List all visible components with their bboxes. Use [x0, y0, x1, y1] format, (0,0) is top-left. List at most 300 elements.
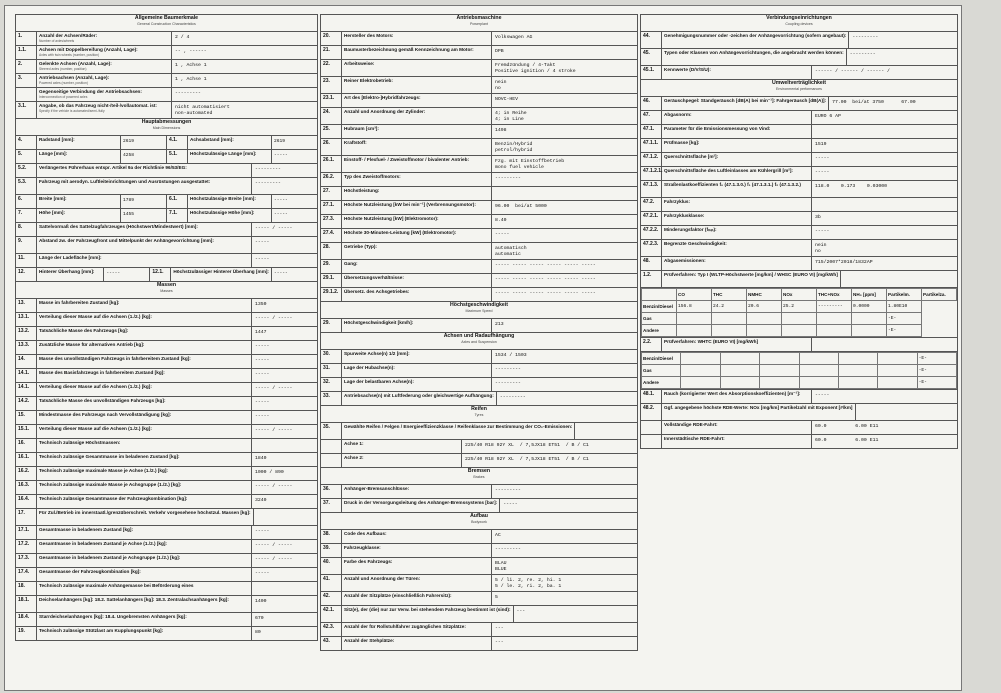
- field-label-text: Höchstzulässiger Hinterer Überhang [mm]:: [173, 269, 269, 274]
- field-number: 27.: [321, 187, 342, 200]
- field-number: 16.2.: [16, 467, 37, 480]
- field-label-text: Querschnittsfläche [m²]:: [664, 154, 719, 159]
- field-label-text: Fahrzeugklasse:: [344, 545, 381, 550]
- section-header: [320, 405, 638, 422]
- field-row: [640, 197, 958, 211]
- field-label-text: Technisch zulässige Stützlast am Kupplungspunkt [kg]:: [39, 628, 164, 633]
- field-label-text: Gesamtmasse in beladenem Zustand je Achsgruppe (1./2.) [kg]:: [39, 555, 181, 560]
- field-row: [320, 214, 638, 228]
- section-title: Reifen: [471, 406, 487, 412]
- field-row: [15, 222, 318, 236]
- field-label-text: Fahrzyklusklasse:: [664, 213, 705, 218]
- field-row: [320, 31, 638, 45]
- section-subtitle: Environmental performances: [776, 87, 822, 91]
- emission-cell: [878, 365, 917, 377]
- field-value: Fremdzündung / 4-Takt Positive ignition / 4 stroke: [491, 60, 637, 76]
- section-subtitle: Tyres: [474, 413, 484, 417]
- field-label-text: Anzahl der Stehplätze:: [344, 638, 395, 643]
- field-label: [37, 32, 171, 45]
- field-value: 77.00 bei/at 3750 67.00: [828, 97, 974, 110]
- section-header: [15, 281, 318, 298]
- field-label: [37, 195, 120, 208]
- field-label-text: Prüfmasse [kg]:: [664, 140, 700, 145]
- field-label: [188, 209, 271, 222]
- emission-cell: 20.6: [747, 301, 782, 313]
- field-label: [342, 319, 491, 332]
- field-value: -----: [811, 390, 957, 403]
- emission-cell: [720, 365, 759, 377]
- field-row: [320, 318, 638, 332]
- field-label-text: Gegenseitige Verbindung der Antriebsachsen:: [39, 89, 142, 94]
- section-title: Umweltverträglichkeit: [772, 80, 826, 86]
- field-row: [320, 349, 638, 363]
- field-label-text: Gesamtmasse in beladenem Zustand [kg]:: [39, 527, 134, 532]
- field-label: [37, 627, 251, 640]
- field-number: 47.: [641, 111, 662, 124]
- field-number: 15.1.: [16, 425, 37, 438]
- emission-cell: [878, 377, 917, 389]
- field-row: [640, 48, 958, 65]
- field-number: 29.1.: [321, 274, 342, 287]
- field-label: [342, 454, 461, 467]
- field-label-translation: Interconnection of powered axles: [39, 95, 88, 99]
- field-number: 47.2.2.: [641, 226, 662, 239]
- field-value: -----: [103, 268, 149, 281]
- field-half: [167, 209, 317, 222]
- field-label: [342, 243, 491, 259]
- field-label-text: Gewählte Reifen / Felgen / Energieeffizienzklasse / Reifenklasse zur Bestimmung der CO₂-Emissionen:: [344, 424, 573, 429]
- field-label-text: Für Zul./Betrieb im innerstaatl./grenzüberschreit. Verkehr vorgesehene höchstzul. Massen [kg]:: [39, 510, 251, 515]
- emission-row: [642, 365, 957, 377]
- field-value: nein no: [811, 240, 957, 256]
- field-label-text: Spurweite Achse(n) 1/2 [mm]:: [344, 351, 410, 356]
- field-row: [320, 259, 638, 273]
- emission-row: [642, 313, 957, 325]
- field-label-text: Gesamtmasse in beladenem Zustand je Achse (1./2.) [kg]:: [39, 541, 167, 546]
- field-label-text: Länge [mm]:: [39, 151, 68, 156]
- field-row: [320, 484, 638, 498]
- field-label: [188, 195, 271, 208]
- field-value: BLAU BLUE: [491, 558, 637, 574]
- field-label: [342, 544, 491, 557]
- field-label: [37, 313, 251, 326]
- section-title: Hauptabmessungen: [141, 119, 192, 125]
- field-label-text: Achse 2:: [344, 455, 364, 460]
- field-row: [320, 377, 638, 391]
- field-value: ----- ----- ----- ----- ----- -----: [491, 274, 637, 287]
- field-number: 5.2.: [16, 164, 37, 177]
- field-label: [342, 378, 491, 391]
- emission-header-cell: NH₃ [ppm]: [852, 289, 887, 301]
- field-label: [342, 46, 491, 59]
- emission-table: [640, 351, 958, 389]
- field-label: [37, 102, 171, 118]
- field-label-text: Übersetz. des Achsgetriebes:: [344, 289, 410, 294]
- field-label: [342, 139, 491, 155]
- field-label-text: Gelenkte Achsen (Anzahl, Lage):: [39, 61, 112, 66]
- emission-cell: [838, 365, 877, 377]
- field-label: [37, 209, 120, 222]
- emission-cell: [782, 325, 817, 337]
- section-title: Aufbau: [470, 513, 488, 519]
- field-row: [15, 298, 318, 312]
- field-value: 2 / 4: [171, 32, 317, 45]
- field-row: [640, 138, 958, 152]
- field-row: [15, 208, 318, 222]
- field-value: 1 , Achse 1: [171, 60, 317, 73]
- field-row: [640, 256, 958, 270]
- field-label: [342, 364, 491, 377]
- field-row: [15, 494, 318, 508]
- emission-cell: [720, 377, 759, 389]
- field-value: 2619: [120, 136, 166, 149]
- field-label-text: Minderungsfaktor (fₘᵢₙ):: [664, 227, 717, 232]
- section-header: [320, 512, 638, 529]
- field-row: [15, 253, 318, 267]
- field-row: [15, 525, 318, 539]
- field-row: [320, 529, 638, 543]
- field-value: [251, 582, 317, 595]
- field-number: 12.1.: [150, 268, 171, 281]
- field-value: ----- / -----: [251, 425, 317, 438]
- field-label-text: Code des Aufbaus:: [344, 531, 387, 536]
- field-number: 1.1.: [16, 46, 37, 59]
- field-label: [37, 453, 251, 466]
- field-label-text: Prüfverfahren: WHTC (EURO VI) [mg/kWh]: [664, 339, 759, 344]
- field-number: 35.: [321, 423, 342, 439]
- field-label: [37, 223, 251, 236]
- field-label: [342, 260, 491, 273]
- field-row: [640, 270, 958, 287]
- field-label-text: Höhe [mm]:: [39, 210, 66, 215]
- field-label: [662, 167, 811, 180]
- field-row: [320, 228, 638, 242]
- field-label: [37, 60, 171, 73]
- field-number: 26.1.: [321, 156, 342, 172]
- field-label: [342, 558, 491, 574]
- field-number: 14.2.: [16, 397, 37, 410]
- emission-row: [642, 377, 957, 389]
- field-value: ---------: [491, 544, 637, 557]
- field-row: [320, 622, 638, 636]
- field-label: [342, 530, 491, 543]
- field-row: [320, 242, 638, 259]
- field-row: [15, 149, 318, 163]
- section-title: Massen: [156, 282, 177, 288]
- field-value: [855, 404, 1001, 420]
- field-number: 5.3.: [16, 178, 37, 194]
- field-number: 17.3.: [16, 554, 37, 567]
- field-row: [15, 354, 318, 368]
- emission-cell: 25.2: [782, 301, 817, 313]
- field-row: [15, 135, 318, 149]
- field-label-translation: Axles with twin wheels (number, position): [39, 53, 100, 57]
- field-value: [253, 509, 319, 525]
- field-label-text: Technisch zulässige maximale Masse je Achsgruppe (1./2.) [kg]:: [39, 482, 182, 487]
- field-row: [640, 239, 958, 256]
- field-number: 22.: [321, 60, 342, 76]
- field-number: 45.1.: [641, 66, 662, 79]
- field-number: 13.1.: [16, 313, 37, 326]
- field-half: [167, 150, 317, 163]
- field-label-text: Anzahl der für Rollstuhlfahrer zugänglichen Sitzplätze:: [344, 624, 466, 629]
- field-row: [15, 177, 318, 194]
- field-label-text: Kraftstoff:: [344, 140, 367, 145]
- field-label-text: Getriebe (Typ):: [344, 244, 377, 249]
- field-value: 1400: [251, 596, 317, 612]
- field-label: [662, 153, 811, 166]
- field-label-text: Sattelvormaß des Sattelzugfahrzeuges (Höchstwert/Mindestwert) [mm]:: [39, 224, 198, 229]
- field-label-text: Mindestmasse des Fahrzeugs nach Vervollständigung [kg]:: [39, 412, 172, 417]
- field-label: [342, 156, 491, 172]
- field-row: [320, 543, 638, 557]
- field-number: 29.: [321, 319, 342, 332]
- field-half: [16, 136, 167, 149]
- field-number: 47.1.2.: [641, 153, 662, 166]
- field-value: ---------: [171, 88, 317, 101]
- field-number: 21.: [321, 46, 342, 59]
- field-label-text: Arbeitsweise:: [344, 61, 375, 66]
- field-half: [16, 209, 167, 222]
- field-value: ---------: [491, 485, 637, 498]
- field-row: [15, 553, 318, 567]
- field-row: [640, 403, 958, 420]
- field-number: [16, 88, 37, 101]
- field-label-text: Straßenlastkoeffizienten f₀ (47.1.3.0.) f₁ (47.1.3.1.) f₂ (47.1.3.2.): [664, 182, 801, 187]
- field-number: 16.1.: [16, 453, 37, 466]
- field-row: [320, 59, 638, 76]
- field-number: 3.: [16, 74, 37, 87]
- field-label: [37, 540, 251, 553]
- field-value: ---------: [846, 49, 992, 65]
- field-value: 670: [251, 613, 317, 626]
- field-label-text: Höchste Nutzleistung [kW] (Elektromotor):: [344, 216, 439, 221]
- emission-cell: [799, 377, 838, 389]
- emission-cell: [838, 377, 877, 389]
- field-label-text: Tatsächliche Masse des Fahrzeugs [kg]:: [39, 328, 129, 333]
- field-value: -----: [499, 499, 645, 512]
- field-row: [320, 45, 638, 59]
- field-number: 18.: [16, 582, 37, 595]
- field-label-text: Hinterer Überhang [mm]:: [39, 269, 95, 274]
- field-label: [342, 350, 491, 363]
- emission-cell: -E-: [887, 313, 922, 325]
- field-value: 1534 / 1503: [491, 350, 637, 363]
- field-half: [16, 195, 167, 208]
- emission-cell: [760, 377, 799, 389]
- emission-cell: [747, 325, 782, 337]
- field-value: ---------: [491, 364, 637, 377]
- field-number: 1.2.: [641, 271, 662, 287]
- emission-header-cell: NMHC: [747, 289, 782, 301]
- field-label: [37, 481, 251, 494]
- field-label-text: Höchstzulässige Höhe [mm]:: [190, 210, 255, 215]
- emission-cell: Andere: [642, 377, 681, 389]
- field-value: [251, 439, 317, 452]
- field-row: [320, 453, 638, 467]
- field-label-text: Achsabstand [mm]:: [190, 137, 234, 142]
- field-value: -----: [251, 355, 317, 368]
- field-row: [640, 337, 958, 351]
- field-row: [320, 138, 638, 155]
- field-label-text: Technisch zulässige maximale Masse je Achse (1./2.) [kg]:: [39, 468, 168, 473]
- field-number: 6.: [16, 195, 37, 208]
- field-number: 2.: [16, 60, 37, 73]
- emission-cell: Andere: [642, 325, 677, 337]
- emission-cell: -E-: [887, 325, 922, 337]
- field-label: [37, 439, 251, 452]
- emission-header-row: [642, 289, 957, 301]
- section-header: [640, 79, 958, 96]
- field-number: 43.: [321, 637, 342, 650]
- field-label: [662, 257, 811, 270]
- field-row: [15, 452, 318, 466]
- field-number: 18.1.: [16, 596, 37, 612]
- field-number: 7.1.: [167, 209, 188, 222]
- field-number: 13.2.: [16, 327, 37, 340]
- field-number: 24.: [321, 108, 342, 124]
- field-label: [342, 187, 491, 200]
- field-value: Benzin/Hybrid petrol/hybrid: [491, 139, 637, 155]
- emission-cell: [878, 353, 917, 365]
- field-number: 48.: [641, 257, 662, 270]
- section-subtitle: Bodywork: [471, 520, 487, 524]
- field-label: [37, 164, 251, 177]
- field-value: 1498: [491, 125, 637, 138]
- field-number: 25.: [321, 125, 342, 138]
- field-row: [15, 87, 318, 101]
- section-subtitle: Axles and Suspension: [461, 340, 497, 344]
- field-label-text: Höchste 30-Minuten-Leistung [kW] (Elektromotor):: [344, 230, 457, 235]
- field-label-text: Fahrzeug mit aerodyn. Luftleiteinrichtungen und Ausrüstungen ausgestattet:: [39, 179, 211, 184]
- field-number: 5.: [16, 150, 37, 163]
- field-label: [37, 327, 251, 340]
- field-row: [15, 73, 318, 87]
- section-subtitle: Main Dimensions: [152, 126, 181, 130]
- field-value: ----- / -----: [251, 383, 317, 396]
- section-header: [320, 301, 638, 318]
- field-label-text: Höchstzulässige Breite [mm]:: [190, 196, 256, 201]
- emission-cell: [712, 325, 747, 337]
- field-label-text: Höchstgeschwindigkeit [km/h]:: [344, 320, 414, 325]
- field-row: [320, 76, 638, 93]
- field-number: 6.1.: [167, 195, 188, 208]
- field-number: 2.2.: [641, 338, 662, 351]
- field-label-text: Anzahl der Achsen/Räder:: [39, 33, 98, 38]
- field-row: [15, 438, 318, 452]
- emission-cell: [677, 325, 712, 337]
- field-row: [15, 101, 318, 118]
- field-label-text: Verteilung dieser Masse auf die Achsen (1./2.) [kg]:: [39, 384, 152, 389]
- field-number: 30.: [321, 350, 342, 363]
- field-label: [37, 495, 251, 508]
- field-label-text: Vollständige RDE-Fahrt:: [664, 422, 718, 427]
- field-row: [640, 389, 958, 403]
- field-number: 17.: [16, 509, 37, 525]
- field-label: [37, 46, 171, 59]
- field-label: [342, 32, 491, 45]
- field-number: 46.: [641, 97, 662, 110]
- field-value: 225/40 R18 92Y XL / 7,5JX18 ET51 / B / C1: [461, 440, 637, 453]
- field-value: 225/40 R18 92Y XL / 7,5JX18 ET51 / B / C1: [461, 454, 637, 467]
- field-label: [342, 229, 491, 242]
- field-value: -----: [271, 150, 317, 163]
- field-label: [37, 299, 251, 312]
- field-label-text: Antriebsachsen (Anzahl, Lage):: [39, 75, 110, 80]
- field-row: [320, 498, 638, 512]
- field-value: 118.0 0.173 0.03000: [811, 181, 957, 197]
- emission-grid: [641, 352, 957, 389]
- field-label-text: Parameter für die Emissionsmessung von Vind:: [664, 126, 771, 131]
- field-row: [320, 391, 638, 405]
- section-header: [15, 118, 318, 135]
- field-label: [37, 88, 171, 101]
- field-label: [342, 423, 574, 439]
- field-row: [15, 567, 318, 581]
- field-label: [662, 240, 811, 256]
- emission-cell: [681, 365, 720, 377]
- emission-cell: 0.0000: [852, 301, 887, 313]
- emission-cell: [817, 325, 852, 337]
- field-label-text: Breite [mm]:: [39, 196, 67, 201]
- field-label-text: Radstand [mm]:: [39, 137, 75, 142]
- field-label-text: Deichselanhängers [kg]: 18.2. Sattelanhängers [kg]: 18.3. Zentralachsanhängers [kg]:: [39, 597, 229, 602]
- field-label-text: Typen oder Klassen von Anhängevorrichtungen, die angebracht werden können:: [664, 50, 844, 55]
- field-value: NOVC-HEV: [491, 94, 637, 107]
- field-label-text: Anzahl der Sitzplätze (einschließlich Fahrersitz):: [344, 593, 452, 598]
- field-row: [15, 424, 318, 438]
- field-value: automatisch automatic: [491, 243, 637, 259]
- field-number: 23.1.: [321, 94, 342, 107]
- emission-cell: [782, 313, 817, 325]
- field-label: [662, 125, 811, 138]
- field-row: [320, 439, 638, 453]
- field-label: [342, 60, 491, 76]
- field-row: [15, 45, 318, 59]
- field-label: [37, 582, 251, 595]
- field-label: [37, 355, 251, 368]
- field-value: -----: [811, 226, 957, 239]
- field-number: 40.: [321, 558, 342, 574]
- field-half: [16, 150, 167, 163]
- field-number: 14.1.: [16, 383, 37, 396]
- field-number: 27.1.: [321, 201, 342, 214]
- emission-header-cell: THC+NOx: [817, 289, 852, 301]
- field-label: [342, 440, 461, 453]
- field-row: [15, 396, 318, 410]
- field-row: [640, 124, 958, 138]
- field-number: 19.: [16, 627, 37, 640]
- field-number: 8.: [16, 223, 37, 236]
- field-row: [320, 172, 638, 186]
- field-label-text: Geräuschpegel: Standgeräusch [dB(A) bei min⁻¹]: Fahrgeräusch [dB(A)]:: [664, 98, 827, 103]
- field-value: 1840: [251, 453, 317, 466]
- section-subtitle: Brakes: [473, 475, 485, 479]
- field-label: [342, 485, 491, 498]
- field-row: [320, 287, 638, 301]
- section-header: [640, 14, 958, 31]
- field-row: [640, 420, 958, 434]
- emission-cell: 24.2: [712, 301, 747, 313]
- field-value: 60.0 6.00 E11: [811, 435, 957, 448]
- field-half: [167, 136, 317, 149]
- field-label: [662, 271, 840, 287]
- field-value: -----: [491, 229, 637, 242]
- field-row: [640, 225, 958, 239]
- field-label: [662, 338, 811, 351]
- emission-cell: -E-: [917, 365, 956, 377]
- field-label-text: Typ des Zweistoffmotors:: [344, 174, 401, 179]
